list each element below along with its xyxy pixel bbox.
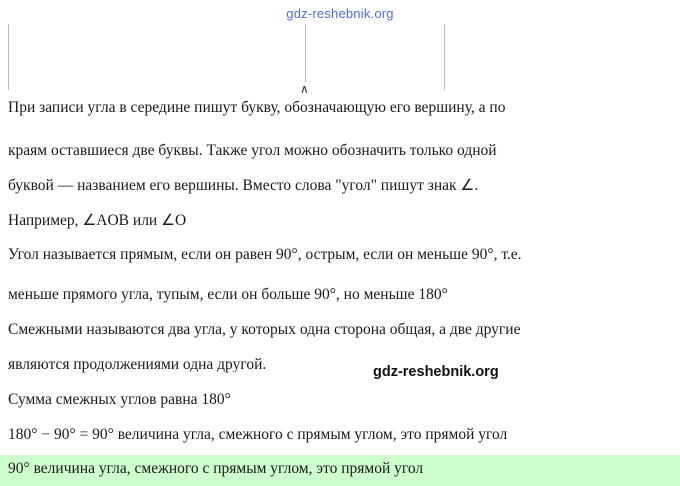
paragraph-line-6: меньше прямого угла, тупым, если он больше 90°, но меньше 180° xyxy=(8,286,448,303)
paragraph-line-8: являются продолжениями одна другой. xyxy=(8,356,267,373)
watermark-overlay-4: gdz-reshebnik.org xyxy=(246,264,372,280)
vertical-rule-right xyxy=(444,24,445,90)
paragraph-line-5: Угол называется прямым, если он равен 90°, острым, если он меньше 90°, т.е. xyxy=(8,246,522,263)
paragraph-line-9: Сумма смежных углов равна 180° xyxy=(8,391,231,408)
watermark-overlay-6: gdz-reshebnik.org xyxy=(146,371,272,387)
watermark-overlay-5: gdz-reshebnik.org xyxy=(473,264,599,280)
paragraph-line-7: Смежными называются два угла, у которых одна сторона общая, а две другие xyxy=(8,321,521,338)
watermark-overlay-3: gdz-reshebnik.org xyxy=(30,271,156,287)
caret-marker: ∧ xyxy=(300,82,309,96)
watermark-overlay-2: gdz-reshebnik.org xyxy=(424,158,550,174)
vertical-rule-middle xyxy=(305,24,306,82)
vertical-rule-left xyxy=(8,24,9,90)
top-watermark: gdz-reshebnik.org xyxy=(286,6,394,21)
paragraph-line-2: краям оставшиеся две буквы. Также угол можно обозначить только одной xyxy=(8,142,497,159)
paragraph-line-4: Например, ∠AOB или ∠O xyxy=(8,212,187,229)
watermark-overlay-7: gdz-reshebnik.org xyxy=(373,364,499,380)
paragraph-line-1: При записи угла в середине пишут букву, обозначающую его вершину, а по xyxy=(8,99,506,116)
highlighted-conclusion: 90° величина угла, смежного с прямым углом, это прямой угол xyxy=(8,460,424,477)
watermark-overlay-1: gdz-reshebnik.org xyxy=(172,158,298,174)
paragraph-line-10: 180° − 90° = 90° величина угла, смежного с прямым углом, это прямой угол xyxy=(8,426,508,443)
paragraph-line-3: буквой — названием его вершины. Вместо слова "угол" пишут знак ∠. xyxy=(8,177,479,194)
